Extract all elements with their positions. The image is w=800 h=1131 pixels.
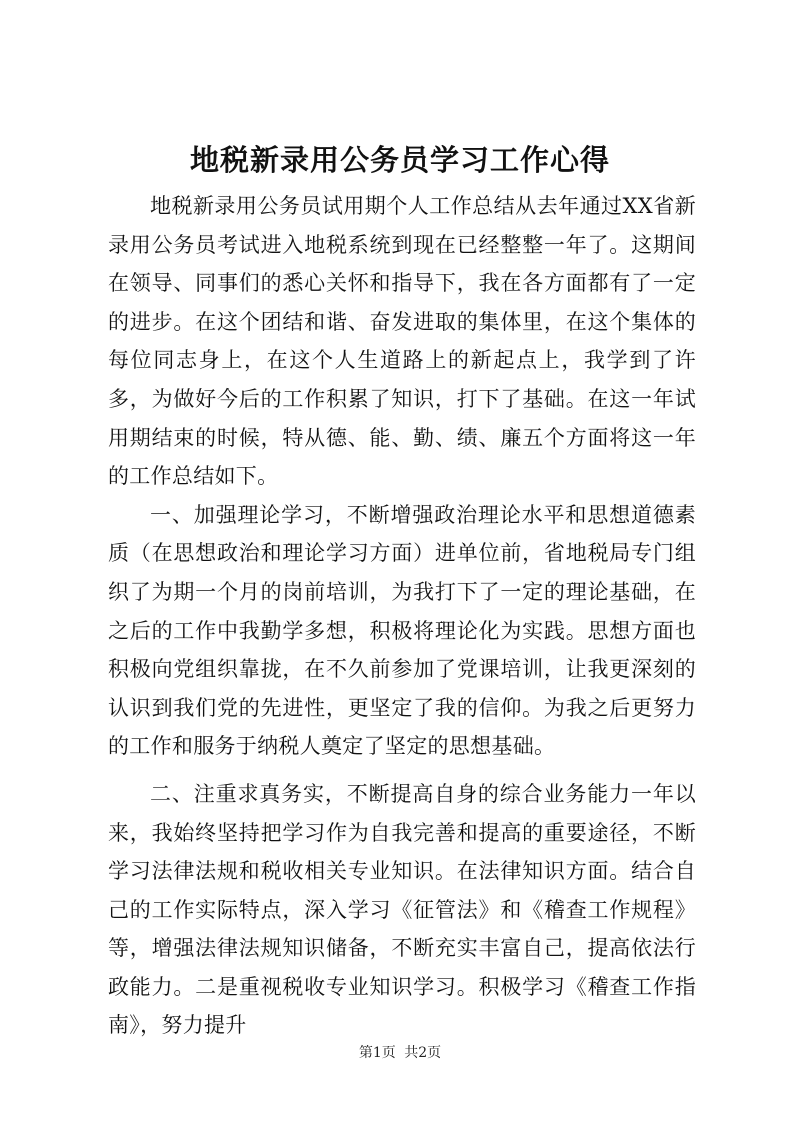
document-title: 地税新录用公务员学习工作心得 [189, 143, 610, 177]
page-number: 第1页 [358, 1045, 396, 1061]
page-total: 共2页 [404, 1045, 442, 1061]
page-footer [0, 1043, 800, 1063]
paragraph-professional-ability: 二、注重求真务实，不断提高自身的综合业务能力一年以来，我始终坚持把学习作为自我完善和提高的重要途径，不断学习法律法规和税收相关专业知识。在法律知识方面。结合自己的工作实际特点，深入学习《征管法》和《稽查工作规程》等，增强法律法规知识储备，不断充实丰富自己，提高依法行政能力。二是重视税收专业知识学习。积极学习《稽查工作指南》，努力提升 [108, 781, 696, 1038]
document-body [108, 187, 696, 1045]
paragraph-theory-study: 一、加强理论学习，不断增强政治理论水平和思想道德素质（在思想政治和理论学习方面）进单位前，省地税局专门组织了为期一个月的岗前培训，为我打下了一定的理论基础，在之后的工作中我勤学多想，积极将理论化为实践。思想方面也积极向党组织靠拢，在不久前参加了党课培训，让我更深刻的认识到我们党的先进性，更坚定了我的信仰。为我之后更努力的工作和服务于纳税人奠定了坚定的思想基础。 [108, 502, 696, 759]
paragraph-intro: 地税新录用公务员试用期个人工作总结从去年通过XX省新录用公务员考试进入地税系统到现在已经整整一年了。这期间在领导、同事们的悉心关怀和指导下，我在各方面都有了一定的进步。在这个团结和谐、奋发进取的集体里，在这个集体的每位同志身上，在这个人生道路上的新起点上，我学到了许多，为做好今后的工作积累了知识，打下了基础。在这一年试用期结束的时候，特从德、能、勤、绩、廉五个方面将这一年的工作总结如下。 [108, 194, 696, 489]
